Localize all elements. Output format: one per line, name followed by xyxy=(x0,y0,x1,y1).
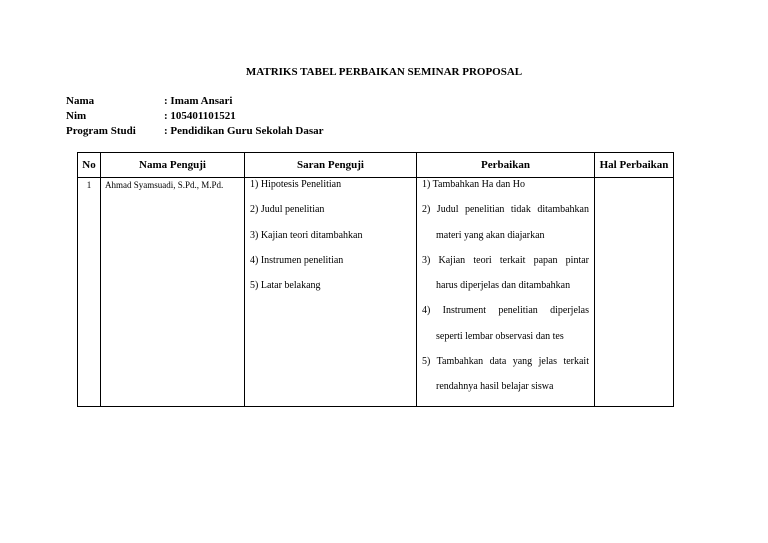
cell-no: 1 xyxy=(78,178,101,407)
perbaikan-line: 1) Tambahkan Ha dan Ho xyxy=(422,179,525,190)
perbaikan-line: 3) Kajian teori terkait papan pintar xyxy=(422,254,589,266)
perbaikan-line: 2) Judul penelitian tidak ditambahkan xyxy=(422,204,589,216)
header-hal-perbaikan: Hal Perbaikan xyxy=(595,153,674,178)
header-no: No xyxy=(78,153,101,178)
perbaikan-line: harus diperjelas dan ditambahkan xyxy=(436,280,571,292)
info-row-program-studi xyxy=(66,124,324,139)
perbaikan-line: rendahnya hasil belajar siswa xyxy=(436,381,554,393)
saran-item: 4) Instrumen penelitian xyxy=(250,254,344,266)
info-label-nim: Nim xyxy=(66,110,87,122)
info-row-nama xyxy=(66,94,324,109)
cell-saran-penguji xyxy=(245,178,417,407)
cell-perbaikan xyxy=(417,178,595,407)
student-info xyxy=(66,94,324,139)
table-row xyxy=(78,178,674,407)
table-header-row xyxy=(78,153,674,178)
document-title: MATRIKS TABEL PERBAIKAN SEMINAR PROPOSAL xyxy=(245,66,523,78)
info-value-nim: : 105401101521 xyxy=(164,110,236,122)
header-nama-penguji: Nama Penguji xyxy=(101,153,245,178)
cell-nama-penguji: Ahmad Syamsuadi, S.Pd., M.Pd. xyxy=(101,178,245,407)
info-value-nama: : Imam Ansari xyxy=(164,95,233,107)
header-saran-penguji: Saran Penguji xyxy=(245,153,417,178)
info-value-program-studi: : Pendidikan Guru Sekolah Dasar xyxy=(164,125,324,137)
perbaikan-line: 4) Instrument penelitian diperjelas xyxy=(422,305,589,317)
saran-item: 2) Judul penelitian xyxy=(250,204,325,216)
header-perbaikan: Perbaikan xyxy=(417,153,595,178)
saran-list xyxy=(245,178,416,304)
saran-item: 5) Latar belakang xyxy=(250,280,321,292)
revision-matrix-table xyxy=(77,152,674,407)
info-label-program-studi: Program Studi xyxy=(66,125,136,137)
info-row-nim xyxy=(66,109,324,124)
saran-item: 3) Kajian teori ditambahkan xyxy=(250,229,363,241)
info-label-nama: Nama xyxy=(66,95,95,107)
saran-item: 1) Hipotesis Penelitian xyxy=(250,179,342,190)
perbaikan-list xyxy=(417,178,594,406)
perbaikan-line: 5) Tambahkan data yang jelas terkait xyxy=(422,356,589,368)
perbaikan-line: materi yang akan diajarkan xyxy=(436,229,545,241)
cell-hal-perbaikan xyxy=(595,178,674,407)
perbaikan-line: seperti lembar observasi dan tes xyxy=(436,330,564,342)
